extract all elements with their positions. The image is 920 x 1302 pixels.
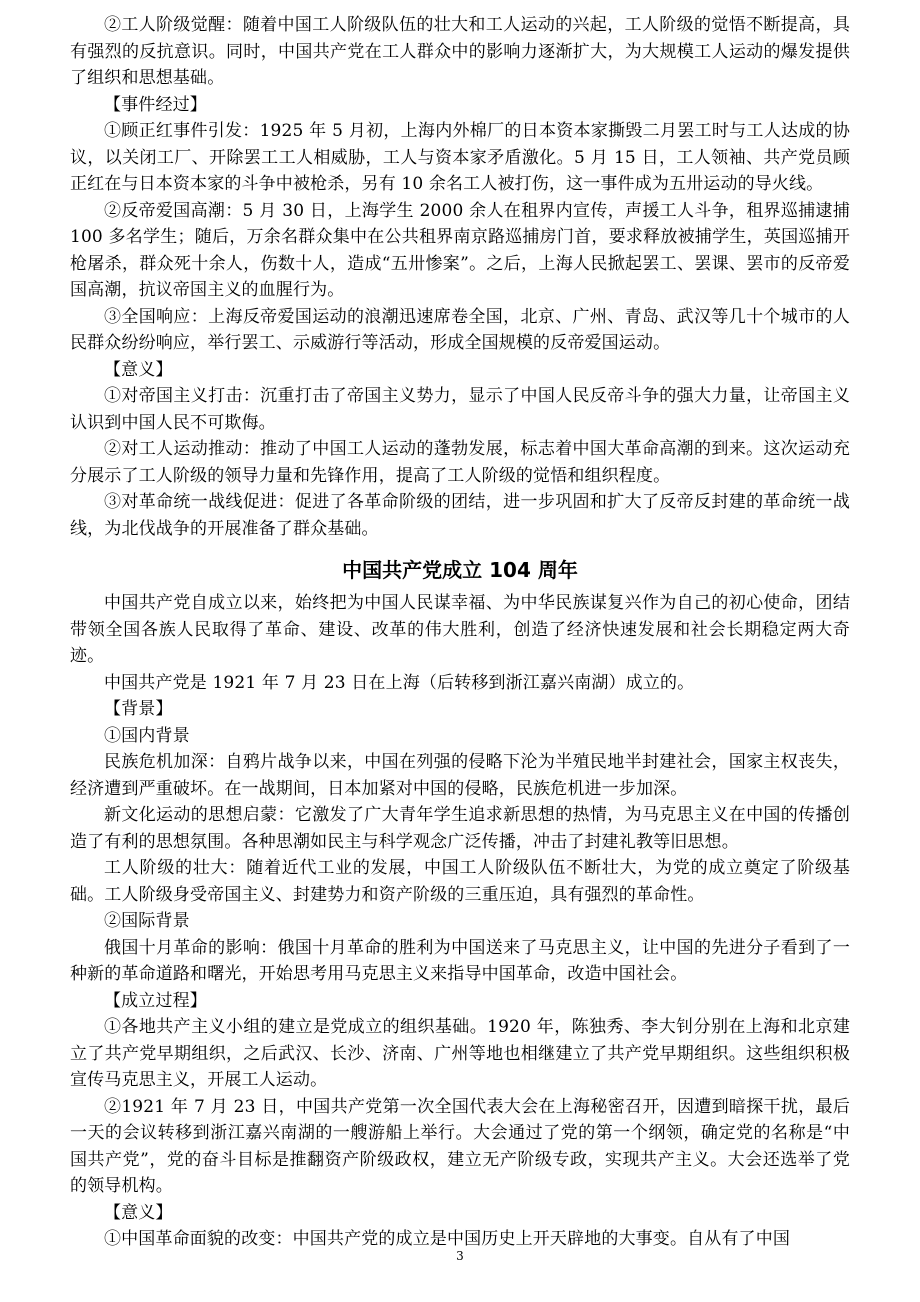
heading-significance-2: 【意义】 xyxy=(104,1202,173,1223)
paragraph-new-culture-movement: 新文化运动的思想启蒙：它激发了广大青年学生追求新思想的热情，为马克思主义在中国的传播创造了有利的思想氛围。各种思潮如民主与科学观念广泛传播，冲击了封建礼教等旧思想。 xyxy=(70,805,850,852)
document-page xyxy=(70,12,850,1253)
subheading-international-background: ②国际背景 xyxy=(104,911,190,931)
paragraph-working-class-growth: 工人阶级的壮大：随着近代工业的发展，中国工人阶级队伍不断壮大，为党的成立奠定了阶级基础。工人阶级身受帝国主义、封建势力和资产阶级的三重压迫，具有强烈的革命性。 xyxy=(70,858,850,905)
paragraph-revolution-change: ①中国革命面貌的改变：中国共产党的成立是中国历史上开天辟地的大事变。自从有了中国 xyxy=(104,1229,790,1249)
paragraph-founding-date: 中国共产党是 1921 年 7 月 23 日在上海（后转移到浙江嘉兴南湖）成立的。 xyxy=(104,672,695,693)
paragraph-october-revolution: 俄国十月革命的影响：俄国十月革命的胜利为中国送来了马克思主义，让中国的先进分子看到了一种新的革命道路和曙光，开始思考用马克思主义来指导中国革命，改造中国社会。 xyxy=(70,937,850,984)
heading-significance: 【意义】 xyxy=(104,359,173,380)
subheading-domestic-background: ①国内背景 xyxy=(104,725,190,746)
paragraph-blow-to-imperialism: ①对帝国主义打击：沉重打击了帝国主义势力，显示了中国人民反帝斗争的强大力量，让帝国主义认识到中国人民不可欺侮。 xyxy=(70,386,850,433)
paragraph-nationwide-response: ③全国响应：上海反帝爱国运动的浪潮迅速席卷全国，北京、广州、青岛、武汉等几十个城市的人民群众纷纷响应，举行罢工、示威游行等活动，形成全国规模的反帝爱国运动。 xyxy=(70,306,850,353)
paragraph-labor-movement-boost: ②对工人运动推动：推动了中国工人运动的蓬勃发展，标志着中国大革命高潮的到来。这次运动充分展示了工人阶级的领导力量和先锋作用，提高了工人阶级的觉悟和组织程度。 xyxy=(70,439,850,486)
paragraph-anti-imperialist-climax: ②反帝爱国高潮：5 月 30 日，上海学生 2000 余人在租界内宣传，声援工人斗争，租界巡捕逮捕 100 多名学生；随后，万余名群众集中在公共租界南京路巡捕房门首，要求释放被捕学生，英国巡捕开枪屠杀，群众死十余人，伤数十人，造成“五卅惨案”。之后，上海人民掀起罢工、罢课、罢市的反帝爱国高潮，抗议帝国主义的血腥行为。 xyxy=(70,200,850,300)
paragraph-communist-groups: ①各地共产主义小组的建立是党成立的组织基础。1920 年，陈独秀、李大钊分别在上海和北京建立了共产党早期组织，之后武汉、长沙、济南、广州等地也相继建立了共产党早期组织。这些组织积极宣传马克思主义，开展工人运动。 xyxy=(70,1017,850,1090)
paragraph-national-crisis: 民族危机加深：自鸦片战争以来，中国在列强的侵略下沦为半殖民地半封建社会，国家主权丧失，经济遭到严重破坏。在一战期间，日本加紧对中国的侵略，民族危机进一步加深。 xyxy=(70,752,850,799)
paragraph-first-congress: ②1921 年 7 月 23 日，中国共产党第一次全国代表大会在上海秘密召开，因遭到暗探干扰，最后一天的会议转移到浙江嘉兴南湖的一艘游船上举行。大会通过了党的第一个纲领，确定党的名称是“中国共产党”，党的奋斗目标是推翻资产阶级政权，建立无产阶级专政，实现共产主义。大会还选举了党的领导机构。 xyxy=(70,1096,850,1196)
paragraph-worker-awakening: ②工人阶级觉醒：随着中国工人阶级队伍的壮大和工人运动的兴起，工人阶级的觉悟不断提高，具有强烈的反抗意识。同时，中国共产党在工人群众中的影响力逐渐扩大，为大规模工人运动的爆发提供了组织和思想基础。 xyxy=(70,15,850,88)
page-number: 3 xyxy=(456,1249,464,1263)
paragraph-gu-zhenghong-incident: ①顾正红事件引发：1925 年 5 月初，上海内外棉厂的日本资本家撕毁二月罢工时与工人达成的协议，以关闭工厂、开除罢工工人相威胁，工人与资本家矛盾激化。5 月 15 日，工人领袖、共产党员顾正红在与日本资本家的斗争中被枪杀，另有 10 余名工人被打伤，这一事件成为五卅运动的导火线。 xyxy=(70,121,850,194)
heading-background: 【背景】 xyxy=(104,699,173,719)
heading-founding-process: 【成立过程】 xyxy=(104,990,207,1011)
paragraph-party-intro: 中国共产党自成立以来，始终把为中国人民谋幸福、为中华民族谋复兴作为自己的初心使命，团结带领全国各族人民取得了革命、建设、改革的伟大胜利，创造了经济快速发展和社会长期稳定两大奇迹。 xyxy=(70,593,850,666)
section-title: 中国共产党成立 104 周年 xyxy=(342,558,578,582)
paragraph-united-front: ③对革命统一战线促进：促进了各革命阶级的团结，进一步巩固和扩大了反帝反封建的革命统一战线，为北伐战争的开展准备了群众基础。 xyxy=(70,492,850,539)
heading-event-course: 【事件经过】 xyxy=(104,94,207,115)
